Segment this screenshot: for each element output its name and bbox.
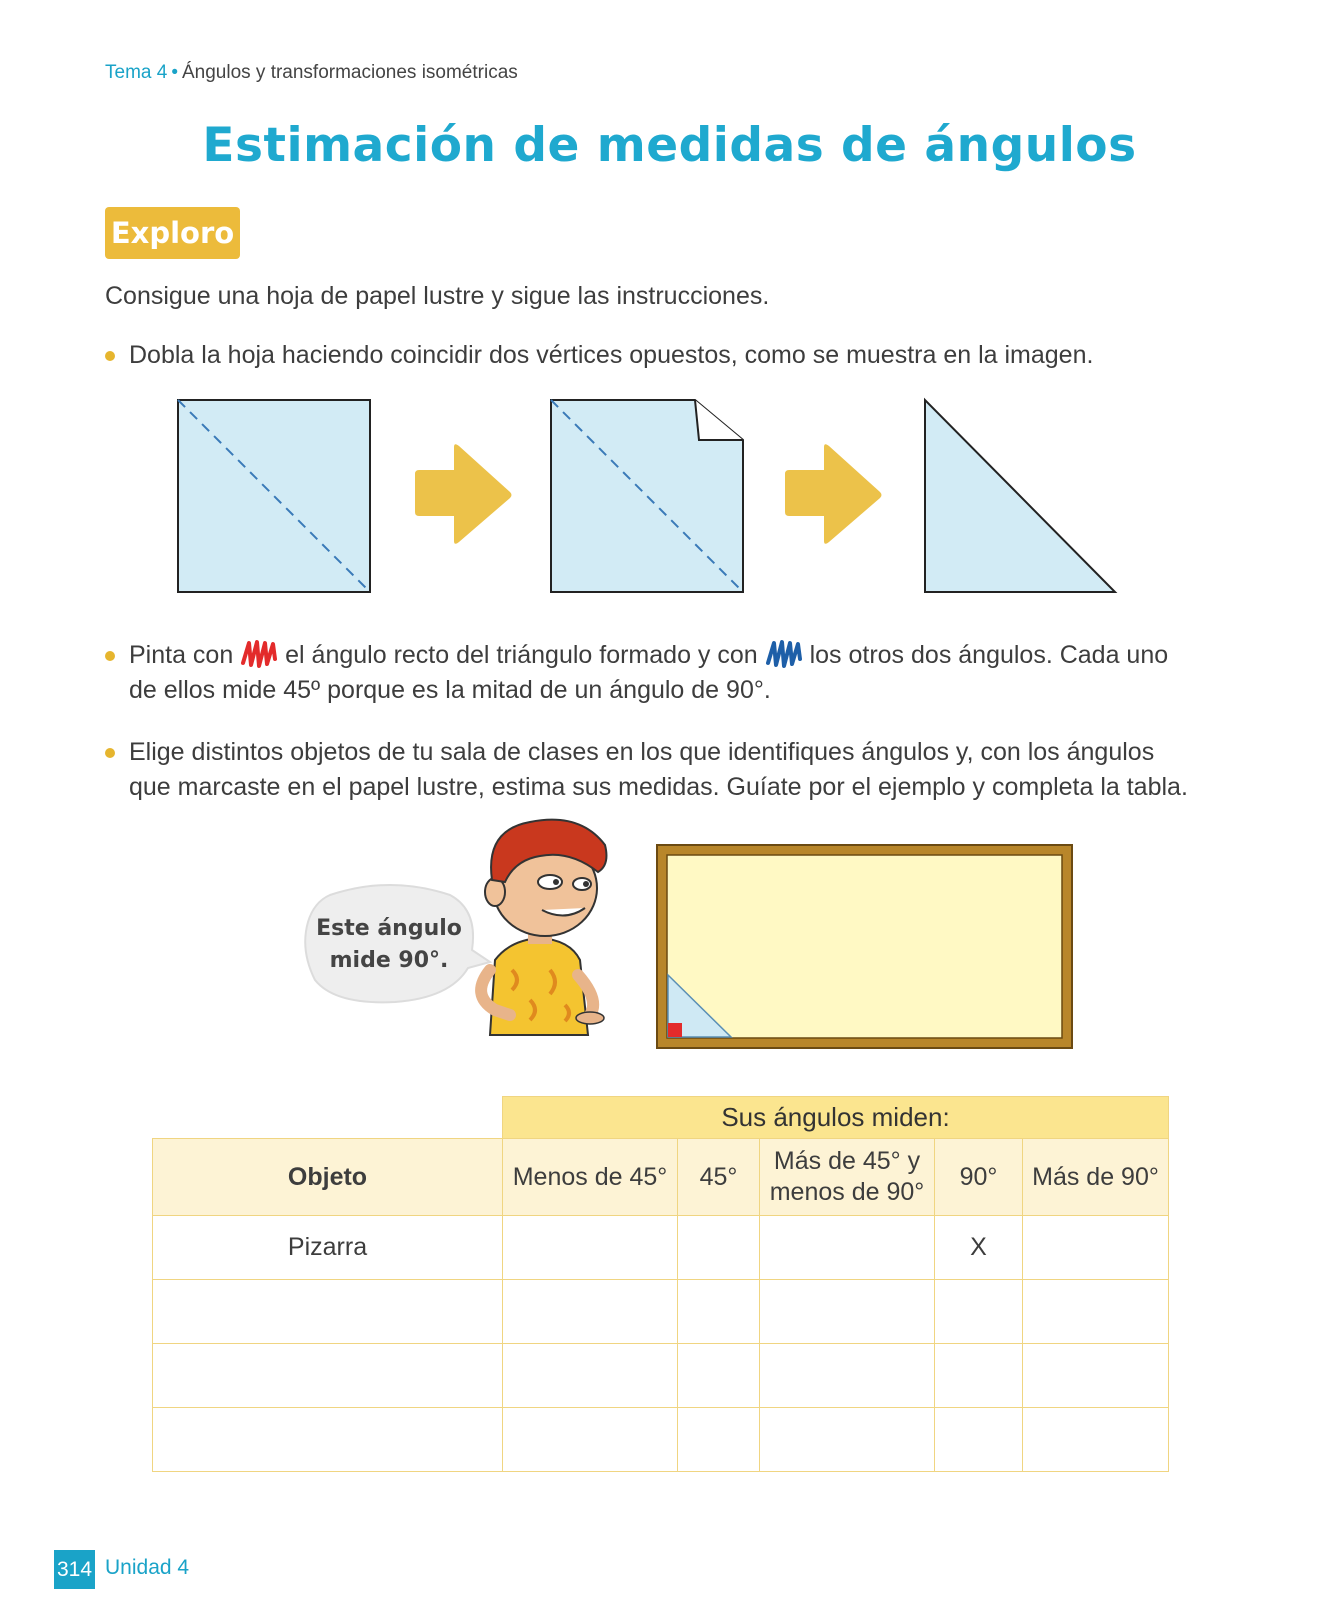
column-header-menos-45: Menos de 45°	[503, 1139, 678, 1216]
table-cell[interactable]	[153, 1280, 503, 1344]
table-row	[153, 1408, 1169, 1472]
blue-crayon-scribble-icon	[765, 639, 803, 669]
bullet-dot	[105, 651, 115, 661]
blackboard-illustration	[655, 843, 1075, 1051]
table-cell[interactable]	[760, 1408, 935, 1472]
table-cell[interactable]	[1023, 1216, 1169, 1280]
table-cell[interactable]	[153, 1408, 503, 1472]
table-cell[interactable]	[678, 1344, 760, 1408]
right-angle-marker-icon	[668, 1023, 682, 1037]
instruction-bullet-2	[129, 638, 1189, 708]
table-cell[interactable]	[503, 1408, 678, 1472]
table-cell[interactable]: X	[935, 1216, 1023, 1280]
arrow-right-icon	[415, 444, 512, 544]
table-cell[interactable]	[760, 1344, 935, 1408]
running-header	[105, 62, 518, 84]
unit-label: Unidad 4	[105, 1556, 190, 1579]
table-row	[153, 1280, 1169, 1344]
table-cell[interactable]	[935, 1344, 1023, 1408]
table-row	[153, 1344, 1169, 1408]
bubble-line-1: Este ángulo	[316, 916, 462, 941]
instruction-bullet-3: Elige distintos objetos de tu sala de clases en los que identifiques ángulos y, con los ángulos que marcaste en el papel lustre, estima sus medidas. Guíate por el ejemplo y completa la tabla.	[129, 738, 1188, 801]
table-cell[interactable]	[760, 1280, 935, 1344]
table-cell[interactable]	[503, 1280, 678, 1344]
paper-folding-icon	[551, 400, 743, 592]
paper-square-icon	[178, 400, 370, 592]
bullet-dot	[105, 748, 115, 758]
table-cell[interactable]	[1023, 1344, 1169, 1408]
table-cell[interactable]	[760, 1216, 935, 1280]
table-cell[interactable]	[1023, 1280, 1169, 1344]
table-group-header: Sus ángulos miden:	[503, 1097, 1169, 1139]
table-blank-corner	[153, 1097, 503, 1139]
table-cell[interactable]	[935, 1408, 1023, 1472]
paper-triangle-icon	[925, 400, 1115, 592]
column-header-objeto: Objeto	[153, 1139, 503, 1216]
header-separator: •	[171, 62, 178, 83]
red-crayon-scribble-icon	[240, 639, 278, 669]
table-cell[interactable]	[678, 1408, 760, 1472]
table-cell[interactable]: Pizarra	[153, 1216, 503, 1280]
tema-label: Tema 4	[105, 62, 168, 83]
table-cell[interactable]	[1023, 1408, 1169, 1472]
instruction-bullet-1: Dobla la hoja haciendo coincidir dos vértices opuestos, como se muestra en la imagen.	[129, 341, 1094, 369]
speech-bubble	[308, 893, 470, 1001]
intro-text: Consigue una hoja de papel lustre y sigue las instrucciones.	[105, 282, 770, 310]
b2-text-1: Pinta con	[129, 641, 234, 669]
bullet-dot	[105, 351, 115, 361]
column-header-mas-90: Más de 90°	[1023, 1139, 1169, 1216]
arrow-right-icon	[785, 444, 882, 544]
angle-estimation-table	[152, 1096, 1169, 1472]
page-number: 314	[54, 1550, 95, 1589]
column-header-entre-45-90: Más de 45° y menos de 90°	[760, 1139, 935, 1216]
table-cell[interactable]	[503, 1216, 678, 1280]
table-cell[interactable]	[153, 1344, 503, 1408]
column-header-45: 45°	[678, 1139, 760, 1216]
section-badge: Exploro	[105, 207, 240, 259]
table-cell[interactable]	[935, 1280, 1023, 1344]
bubble-line-2: mide 90°.	[329, 948, 449, 973]
table-cell[interactable]	[503, 1344, 678, 1408]
boy-character-illustration	[450, 810, 625, 1040]
column-header-90: 90°	[935, 1139, 1023, 1216]
table-cell[interactable]	[678, 1216, 760, 1280]
page-title: Estimación de medidas de ángulos	[202, 118, 1137, 173]
table-cell[interactable]	[678, 1280, 760, 1344]
b2-text-2: el ángulo recto del triángulo formado y con	[285, 641, 758, 669]
header-subtitle: Ángulos y transformaciones isométricas	[181, 62, 518, 83]
b2-text-3: los otros dos ángulos. Cada uno de ellos mide 45º porque es la mitad de un ángulo de 90°.	[129, 641, 1169, 704]
table-row	[153, 1216, 1169, 1280]
folding-illustration	[170, 392, 1130, 602]
